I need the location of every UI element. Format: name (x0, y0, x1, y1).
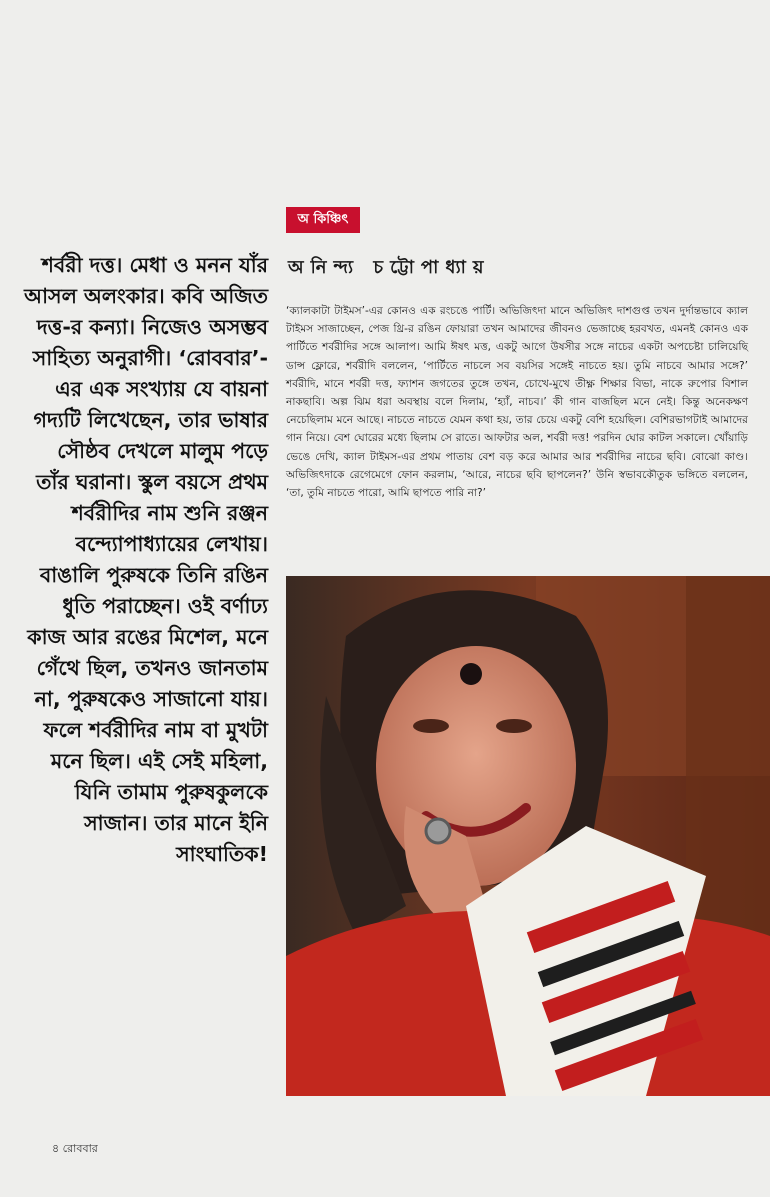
section-tag: অ কিঞ্চিৎ (286, 207, 360, 233)
author-byline: অনিন্দ্য চট্টোপাধ্যায় (288, 257, 491, 278)
portrait-illustration (286, 576, 770, 1096)
pull-quote-text: শর্বরী দত্ত। মেধা ও মনন যাঁর আসল অলংকার। কবি অজিত দত্ত-র কন্যা। নিজেও অসম্ভব সাহিত্য অনুরাগী। ‘রোববার’-এর এক সংখ্যায় যে বায়না গদ্যটি লিখেছেন, তার ভাষার সৌষ্ঠব দেখলে মালুম পড়ে তাঁর ঘরানা। স্কুল বয়সে প্রথম শর্বরীদির নাম শুনি রঞ্জন বন্দ্যোপাধ্যায়ের লেখায়। বাঙালি পুরুষকে তিনি রঙিন ধুতি পরাচ্ছেন। ওই বর্ণাঢ্য কাজ আর রঙের মিশেল, মনে গেঁথে ছিল, তখনও জানতাম না, পুরুষকেও সাজানো যায়। ফলে শর্বরীদির নাম বা মুখটা মনে ছিল। এই সেই মহিলা, যিনি তামাম পুরুষকুলকে সাজান। তার মানে ইনি সাংঘাতিক! (24, 253, 268, 866)
article-paragraph: ‘ক্যালকাটা টাইমস’-এর কোনও এক রংচঙে পার্টি। অভিজিৎদা মানে অভিজিৎ দাশগুপ্ত তখন দুর্দান্তভাবে ক্যাল টাইমস সাজাচ্ছেন, পেজ থ্রি-র রঙিন ফোয়ারা তখন আমাদের জীবনও ভেজাচ্ছে হরবখত, এমনই কোনও এক পার্টিতে শর্বরীদির সঙ্গে আলাপ। আমি ঈষৎ মত্ত, একটু আগে উষসীর সঙ্গে নাচের একটা অপচেষ্টা চালিয়েছি ডান্স ফ্লোরে, শর্বরীদি বললেন, ‘পার্টিতে নাচলে সব বয়সির সঙ্গেই নাচতে হয়। তুমি নাচবে আমার সঙ্গে?’ শর্বরীদি, মানে শর্বরী দত্ত, ফ্যাশন জগতের তুঙ্গে তখন, চোখে-মুখে তীক্ষ্ণ শিক্ষার বিভা, নাকে রুপোর বিশাল নাকছাবি। অল্প ঝিম ধরা অবস্থায় বলে দিলাম, ‘হ্যাঁ, নাচব।’ কী গান বাজছিল মনে নেই। কিন্তু অনেকক্ষণ নেচেছিলাম মনে আছে। নাচতে নাচতে যেমন কথা হয়, তার চেয়ে একটু বেশি হয়েছিল। বেশিরভাগটাই আমাদের গান নিয়ে। বেশ ঘোরের মধ্যে ছিলাম সে রাতে। আফটার অল, শর্বরী দত্ত! পরদিন ঘোর কাটল সকালে। খোঁয়াড়ি ভেঙে দেখি, ক্যাল টাইমস-এর প্রথম পাতায় বেশ বড় করে আমার আর শর্বরীদির নাচের ছবি। বোঝো কাণ্ড। অভিজিৎদাকে রেগেমেগে ফোন করলাম, ‘আরে, নাচের ছবি ছাপলেন?’ উনি স্বভাবকৌতুক ভঙ্গিতে বললেন, ‘তা, তুমি নাচতে পারো, আমি ছাপতে পারি না?’ (286, 305, 748, 500)
page-folio: ৪ রোববার (52, 1142, 98, 1155)
pull-quote (18, 250, 268, 870)
portrait-photo (286, 576, 770, 1096)
article-body (286, 302, 748, 502)
